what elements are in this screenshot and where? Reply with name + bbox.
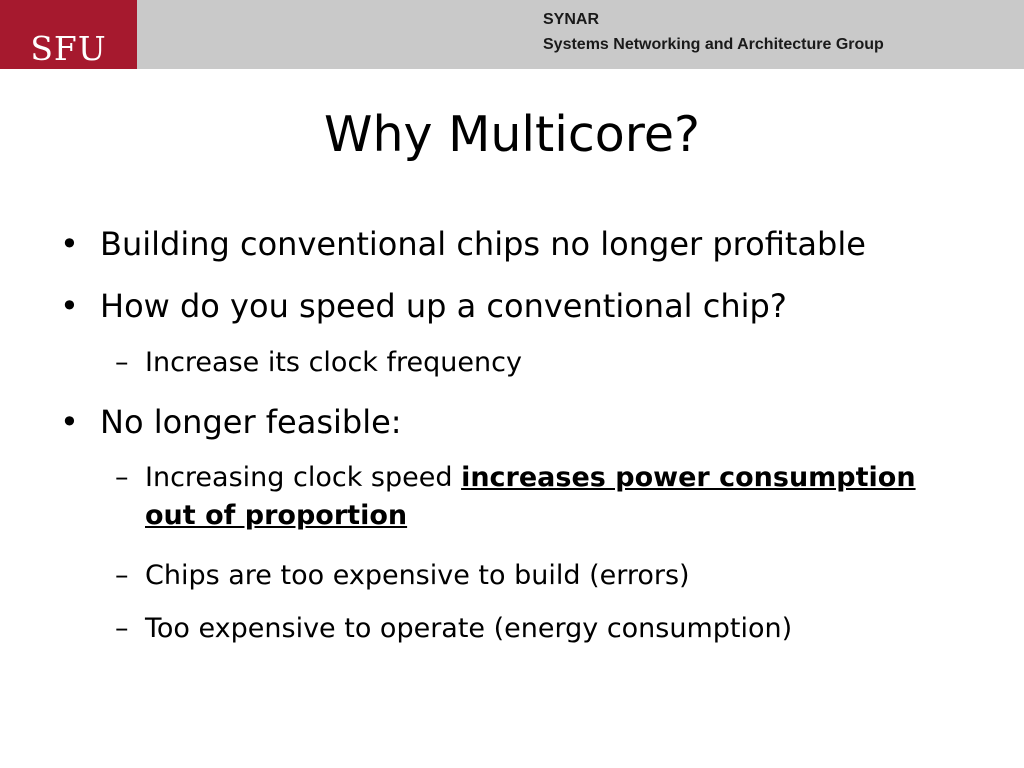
sub-bullet-mark: – bbox=[115, 613, 129, 644]
sub-bullet-text: Chips are too expensive to build (errors) bbox=[145, 560, 690, 591]
bullet-mark: • bbox=[60, 403, 79, 441]
bullet-text: How do you speed up a conventional chip? bbox=[100, 287, 787, 325]
sub-bullet-mark: – bbox=[115, 560, 129, 591]
sub-bullet-item bbox=[115, 344, 975, 382]
group-name: Systems Networking and Architecture Group bbox=[543, 36, 884, 53]
bullet-mark: • bbox=[60, 287, 79, 325]
sub-bullet-text: Too expensive to operate (energy consumption) bbox=[145, 613, 793, 644]
group-title: SYNAR bbox=[543, 11, 600, 28]
bullet-mark: • bbox=[60, 225, 79, 263]
sub-bullet-text: Increase its clock frequency bbox=[145, 347, 522, 378]
sub-bullet-item bbox=[115, 459, 975, 535]
slide-title: Why Multicore? bbox=[324, 106, 700, 163]
sub-bullet-plain-text: Increasing clock speed bbox=[145, 462, 462, 493]
logo-text: SFU bbox=[30, 29, 107, 68]
bullet-text: Building conventional chips no longer profitable bbox=[100, 225, 866, 263]
sub-bullet-item bbox=[115, 557, 975, 595]
sub-bullet-text bbox=[145, 459, 975, 535]
sub-bullet-mark: – bbox=[115, 347, 129, 378]
sub-bullet-item bbox=[115, 610, 975, 648]
emphasis-text: increases power consumption out of proportion bbox=[145, 462, 916, 531]
sub-bullet-mark: – bbox=[115, 462, 129, 493]
bullet-text: No longer feasible: bbox=[100, 403, 402, 441]
